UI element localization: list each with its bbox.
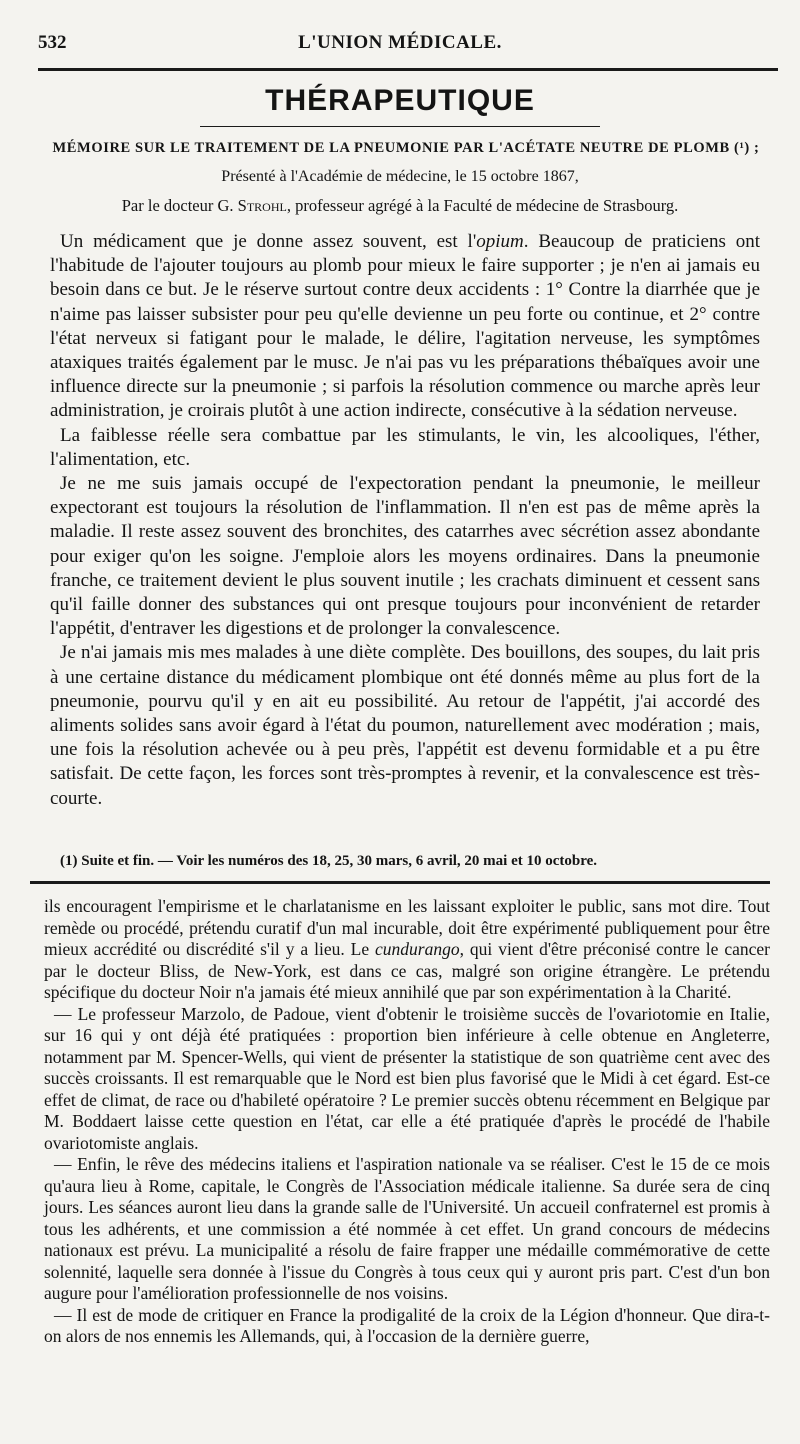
italic-term: cundurango: [375, 939, 460, 959]
author-suffix: , professeur agrégé à la Faculté de médecine de Strasbourg.: [286, 196, 679, 215]
author-name: Strohl: [237, 196, 287, 215]
news-paragraph-ovariotomie: — Le professeur Marzolo, de Padoue, vient d'obtenir le troisième succès de l'ovariotomie en Italie, sur 16 qui y ont déjà été pratiquées : proportion bien inférieure à celle obtenue en Angleterre, notamment par M. Spencer-Wells, qui vient de présenter la statistique de son quatrième cent avec des succès croissants. Il est remarquable que le Nord est bien plus favorisé que le Midi à cet égard. Est-ce effet de climat, de race ou d'habileté opératoire ? Le premier succès obtenu récemment en Belgique par M. Boddaert laisse cette question en l'état, car elle a été pratiquée d'après le procédé de l'habile ovariotomiste anglais.: [44, 1003, 770, 1153]
section-divider-rule: [30, 881, 770, 884]
journal-title: L'UNION MÉDICALE.: [298, 32, 502, 53]
article-title: MÉMOIRE SUR LE TRAITEMENT DE LA PNEUMONIE PAR L'ACÉTATE NEUTRE DE PLOMB (¹) ;: [52, 140, 760, 156]
article-paragraph-opium: Un médicament que je donne assez souvent, est l'opium. Beaucoup de praticiens ont l'habitude de l'ajouter toujours au plomb pour mieux le faire supporter ; je n'en ai jamais eu besoin dans ce but. Je le réserve surtout contre deux accidents : 1° Contre la diarrhée que je n'aime pas laisser subsister pour peu qu'elle devienne un peu forte ou continue, et 2° contre l'état nerveux si fatigant pour le malade, le délire, l'agitation nerveuse, les symptômes ataxiques traités également par le musc. Je n'ai pas vu les préparations thébaïques avoir une influence directe sur la pneumonie ; si parfois la résolution commence ou marche après leur administration, je croirais plutôt à une action indirecte, consécutive à la sédation nerveuse.: [50, 231, 760, 422]
news-paragraph-empirisme: ils encouragent l'empirisme et le charlatanisme en les laissant exploiter le public, sans mot dire. Tout remède ou procédé, prétendu curatif d'un mal incurable, doit être expérimenté publiquement pour être mieux accrédité ou discrédité s'il y a lieu. Le cundurango, qui vient d'être préconisé contre le cancer par le docteur Bliss, de New-York, est dans ce cas, malgré son origine étrangère. Le prétendu spécifique du docteur Noir n'a jamais été mieux annihilé que par son expérimentation à la Charité.: [44, 896, 770, 1002]
news-paragraph-legion-honneur: — Il est de mode de critiquer en France la prodigalité de la croix de la Légion d'honneur. Que dira-t-on alors de nos ennemis les Allemands, qui, à l'occasion de la dernière guerre,: [44, 1304, 770, 1346]
section-title: THÉRAPEUTIQUE: [265, 84, 535, 117]
article-author-line: [0, 196, 800, 216]
section-title-rule: [200, 126, 600, 127]
running-head: [30, 28, 770, 62]
article-paragraph-expectoration: Je ne me suis jamais occupé de l'expectoration pendant la pneumonie, le meilleur expectorant est toujours la résolution de l'inflammation. Il n'en est pas de même après la maladie. Il reste assez souvent des bronchites, des catarrhes avec sécrétion assez abondante pour exiger qu'on les soigne. J'emploie alors les moyens ordinaires. Dans la pneumonie franche, ce traitement devient le plus souvent inutile ; les crachats diminuent et cessent sans qu'il faille donner des substances qui ont presque toujours pour inconvénient de retarder l'appétit, d'entraver les digestions et de prolonger la convalescence.: [50, 473, 760, 640]
footnote: (1) Suite et fin. — Voir les numéros des 18, 25, 30 mars, 6 avril, 20 mai et 10 octobre.: [60, 853, 598, 869]
header-rule: [38, 68, 778, 71]
news-paragraph-congres: — Enfin, le rêve des médecins italiens et l'aspiration nationale va se réaliser. C'est le 15 de ce mois qu'aura lieu à Rome, capitale, le Congrès de l'Association médicale italienne. Sa durée sera de cinq jours. Les séances auront lieu dans la grande salle de l'Université. Un accueil confraternel est promis à tous les adhérents, et une commission a été nommée à cet effet. Un grand concours de médecins nationaux est prévu. La municipalité a résolu de faire frapper une médaille commémorative de cette solennité, laquelle sera donnée à l'issue du Congrès à tous ceux qui y auront pris part. C'est d'un bon augure pour l'amélioration professionnelle de nos voisins.: [44, 1154, 770, 1303]
article-paragraph-faiblesse: La faiblesse réelle sera combattue par les stimulants, le vin, les alcooliques, l'éther, l'alimentation, etc.: [50, 424, 760, 470]
italic-term: opium: [476, 231, 524, 252]
author-prefix: Par le docteur G.: [121, 196, 234, 215]
article-body: [50, 230, 760, 811]
news-column: [44, 896, 770, 1348]
page-number: 532: [38, 32, 67, 53]
article-presented-line: Présenté à l'Académie de médecine, le 15 octobre 1867,: [221, 168, 579, 185]
article-paragraph-diete: Je n'ai jamais mis mes malades à une diète complète. Des bouillons, des soupes, du lait pris à une certaine distance du médicament plombique ont été donnés même au plus fort de la pneumonie, pourvu qu'il y en ait eu possibilité. Au retour de l'appétit, j'ai accordé des aliments solides sans avoir égard à l'état du poumon, naturellement avec modération ; mais, une fois la résolution achevée ou à peu près, l'appétit est devenu formidable et a pu être satisfait. De cette façon, les forces sont très-promptes à revenir, et la convalescence est très-courte.: [50, 642, 760, 809]
